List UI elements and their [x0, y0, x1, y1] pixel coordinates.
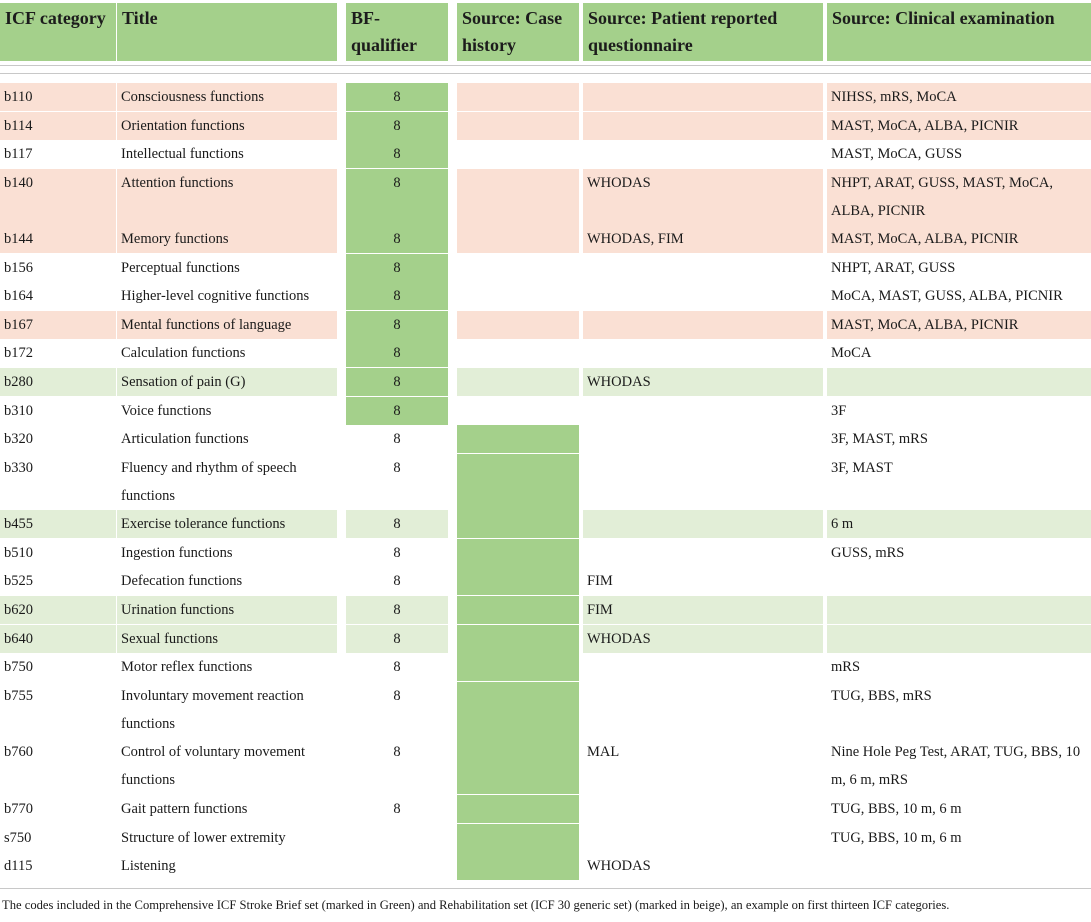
table-cell-code: b640 — [0, 625, 116, 653]
column-header: ICF category — [0, 3, 116, 61]
table-cell-clin: NHPT, ARAT, GUSS — [831, 260, 956, 276]
table-cell-case — [457, 169, 579, 225]
table-cell-pat: MAL — [587, 744, 620, 760]
table-cell-code: b525 — [4, 573, 33, 589]
table-cell-code: b510 — [4, 545, 33, 561]
table-cell-case — [457, 282, 579, 310]
table-cell-title: Gait pattern functions — [121, 801, 248, 817]
table-cell-qual: 8 — [393, 460, 401, 476]
table-cell-pat — [583, 282, 823, 310]
table-cell-case — [457, 397, 579, 425]
table-cell-title: Higher-level cognitive functions — [121, 288, 310, 304]
table-cell-qual — [346, 852, 448, 880]
table-cell-pat: WHODAS — [583, 625, 823, 653]
table-cell-title: Sensation of pain (G) — [117, 368, 337, 396]
table-cell-code: s750 — [4, 830, 32, 846]
column-header: Source: Clinical examination — [827, 3, 1091, 61]
table-cell-pat — [583, 311, 823, 339]
table-cell-case — [457, 852, 579, 880]
table-cell-code: b770 — [4, 801, 33, 817]
table-cell-clin: GUSS, mRS — [831, 545, 905, 561]
table-cell-clin — [827, 368, 1091, 396]
table-cell-code: b172 — [4, 345, 33, 361]
table-cell-code: b114 — [0, 112, 116, 140]
table-cell-clin — [827, 567, 1091, 595]
table-bottom-rule — [0, 888, 1091, 889]
table-rule — [0, 65, 1091, 66]
table-cell-code: b310 — [4, 403, 33, 419]
table-cell-title: Defecation functions — [121, 573, 243, 589]
table-cell-pat: WHODAS — [583, 169, 823, 225]
table-cell-code: b164 — [4, 288, 33, 304]
table-cell-code: d115 — [4, 858, 33, 874]
table-cell-case — [457, 738, 579, 794]
table-cell-title: Voice functions — [121, 403, 212, 419]
table-cell-qual: 8 — [346, 169, 448, 225]
table-cell-clin: TUG, BBS, 10 m, 6 m — [831, 830, 962, 846]
table-cell-case — [457, 510, 579, 538]
table-cell-code: b755 — [4, 688, 33, 704]
column-header: Source: Patient reported questionnaire — [583, 3, 823, 61]
table-cell-pat — [583, 824, 823, 852]
table-cell-code: b320 — [4, 431, 33, 447]
table-cell-case — [457, 425, 579, 453]
table-cell-code: b117 — [4, 146, 33, 162]
table-cell-qual: 8 — [346, 311, 448, 339]
table-cell-code: b620 — [0, 596, 116, 624]
table-cell-qual: 8 — [346, 140, 448, 168]
table-cell-clin — [827, 852, 1091, 880]
table-cell-title: Involuntary movement reaction functions — [121, 688, 304, 732]
table-cell-pat — [583, 83, 823, 111]
table-cell-code: b455 — [0, 510, 116, 538]
column-header: Source: Case history — [457, 3, 579, 61]
table-cell-qual: 8 — [346, 368, 448, 396]
table-cell-title: Motor reflex functions — [121, 659, 253, 675]
table-cell-qual: 8 — [393, 688, 401, 704]
table-cell-qual: 8 — [393, 545, 401, 561]
table-cell-qual: 8 — [346, 625, 448, 653]
table-cell-clin — [827, 596, 1091, 624]
table-cell-case — [457, 682, 579, 738]
table-cell-title: Orientation functions — [117, 112, 337, 140]
table-cell-clin: NIHSS, mRS, MoCA — [827, 83, 1091, 111]
table-cell-qual: 8 — [346, 254, 448, 282]
table-cell-case — [457, 112, 579, 140]
table-cell-pat — [583, 539, 823, 567]
table-cell-code: b167 — [0, 311, 116, 339]
table-cell-clin: MoCA, MAST, GUSS, ALBA, PICNIR — [831, 288, 1063, 304]
table-cell-case — [457, 254, 579, 282]
table-cell-clin: 3F, MAST — [831, 460, 893, 476]
table-cell-code: b156 — [4, 260, 33, 276]
table-cell-pat — [583, 397, 823, 425]
table-cell-case — [457, 625, 579, 653]
table-cell-code: b760 — [4, 744, 33, 760]
table-cell-case — [457, 596, 579, 624]
table-cell-qual: 8 — [346, 225, 448, 253]
table-cell-pat — [583, 795, 823, 823]
table-cell-clin: MAST, MoCA, ALBA, PICNIR — [827, 311, 1091, 339]
table-rule — [0, 73, 1091, 74]
table-cell-title: Consciousness functions — [117, 83, 337, 111]
table-cell-title: Listening — [121, 858, 176, 874]
table-cell-case — [457, 368, 579, 396]
table-cell-qual: 8 — [346, 397, 448, 425]
table-cell-case — [457, 454, 579, 510]
table-cell-pat: WHODAS — [587, 858, 651, 874]
table-cell-title: Fluency and rhythm of speech functions — [121, 460, 297, 504]
table-cell-clin: MAST, MoCA, ALBA, PICNIR — [827, 225, 1091, 253]
table-cell-clin: 3F — [831, 403, 847, 419]
table-cell-title: Attention functions — [117, 169, 337, 225]
table-cell-clin: TUG, BBS, 10 m, 6 m — [831, 801, 962, 817]
table-cell-pat — [583, 682, 823, 738]
table-cell-clin: 6 m — [827, 510, 1091, 538]
table-cell-case — [457, 653, 579, 681]
table-cell-title: Structure of lower extremity — [121, 830, 286, 846]
table-cell-code: b110 — [0, 83, 116, 111]
table-cell-pat — [583, 140, 823, 168]
table-cell-code: b280 — [0, 368, 116, 396]
table-cell-case — [457, 795, 579, 823]
table-cell-title: Perceptual functions — [121, 260, 240, 276]
table-cell-title: Mental functions of language — [117, 311, 337, 339]
column-header: Title — [117, 3, 337, 61]
table-cell-pat — [583, 454, 823, 510]
table-cell-clin: MoCA — [831, 345, 872, 361]
table-cell-qual: 8 — [346, 510, 448, 538]
column-header: BF-qualifier — [346, 3, 448, 61]
table-cell-qual: 8 — [346, 596, 448, 624]
table-cell-clin: TUG, BBS, mRS — [831, 688, 932, 704]
table-cell-clin: NHPT, ARAT, GUSS, MAST, MoCA, ALBA, PICNIR — [827, 169, 1091, 225]
table-cell-pat — [583, 339, 823, 367]
table-cell-clin — [827, 625, 1091, 653]
table-cell-clin: mRS — [831, 659, 861, 675]
table-cell-case — [457, 225, 579, 253]
table-cell-qual: 8 — [393, 744, 401, 760]
table-cell-pat: WHODAS, FIM — [583, 225, 823, 253]
table-cell-qual: 8 — [346, 282, 448, 310]
table-cell-case — [457, 140, 579, 168]
table-cell-case — [457, 311, 579, 339]
table-cell-qual: 8 — [393, 801, 401, 817]
table-cell-title: Articulation functions — [121, 431, 249, 447]
table-cell-qual: 8 — [393, 573, 401, 589]
table-cell-title: Memory functions — [117, 225, 337, 253]
table-cell-case — [457, 567, 579, 595]
table-cell-clin: MAST, MoCA, GUSS — [831, 146, 963, 162]
table-cell-qual: 8 — [346, 339, 448, 367]
table-cell-title: Calculation functions — [121, 345, 246, 361]
table-cell-pat: WHODAS — [583, 368, 823, 396]
table-cell-pat: FIM — [583, 596, 823, 624]
table-cell-qual: 8 — [346, 112, 448, 140]
table-cell-pat — [583, 425, 823, 453]
table-cell-clin: 3F, MAST, mRS — [831, 431, 928, 447]
table-cell-title: Intellectual functions — [121, 146, 244, 162]
table-cell-pat — [583, 112, 823, 140]
table-cell-clin: Nine Hole Peg Test, ARAT, TUG, BBS, 10 m, 6 m, mRS — [831, 744, 1081, 788]
table-footnote: The codes included in the Comprehensive ICF Stroke Brief set (marked in Green) and Rehabilitation set (ICF 30 generic set) (marked in beige), an example on first thirteen ICF categories. — [2, 898, 950, 912]
table-cell-title: Exercise tolerance functions — [117, 510, 337, 538]
table-cell-qual: 8 — [393, 659, 401, 675]
table-cell-case — [457, 824, 579, 852]
table-cell-code: b140 — [0, 169, 116, 225]
table-cell-qual — [346, 824, 448, 852]
table-cell-title: Control of voluntary movement functions — [121, 744, 306, 788]
table-cell-code: b330 — [4, 460, 33, 476]
table-cell-qual: 8 — [346, 83, 448, 111]
table-cell-clin: MAST, MoCA, ALBA, PICNIR — [827, 112, 1091, 140]
table-cell-code: b750 — [4, 659, 33, 675]
table-cell-pat — [583, 653, 823, 681]
table-cell-case — [457, 539, 579, 567]
table-cell-title: Sexual functions — [117, 625, 337, 653]
table-cell-case — [457, 339, 579, 367]
table-cell-qual: 8 — [393, 431, 401, 447]
table-cell-case — [457, 83, 579, 111]
table-cell-pat — [583, 254, 823, 282]
table-cell-title: Ingestion functions — [121, 545, 233, 561]
table-cell-code: b144 — [0, 225, 116, 253]
table-cell-pat: FIM — [587, 573, 613, 589]
table-cell-title: Urination functions — [117, 596, 337, 624]
table-cell-pat — [583, 510, 823, 538]
